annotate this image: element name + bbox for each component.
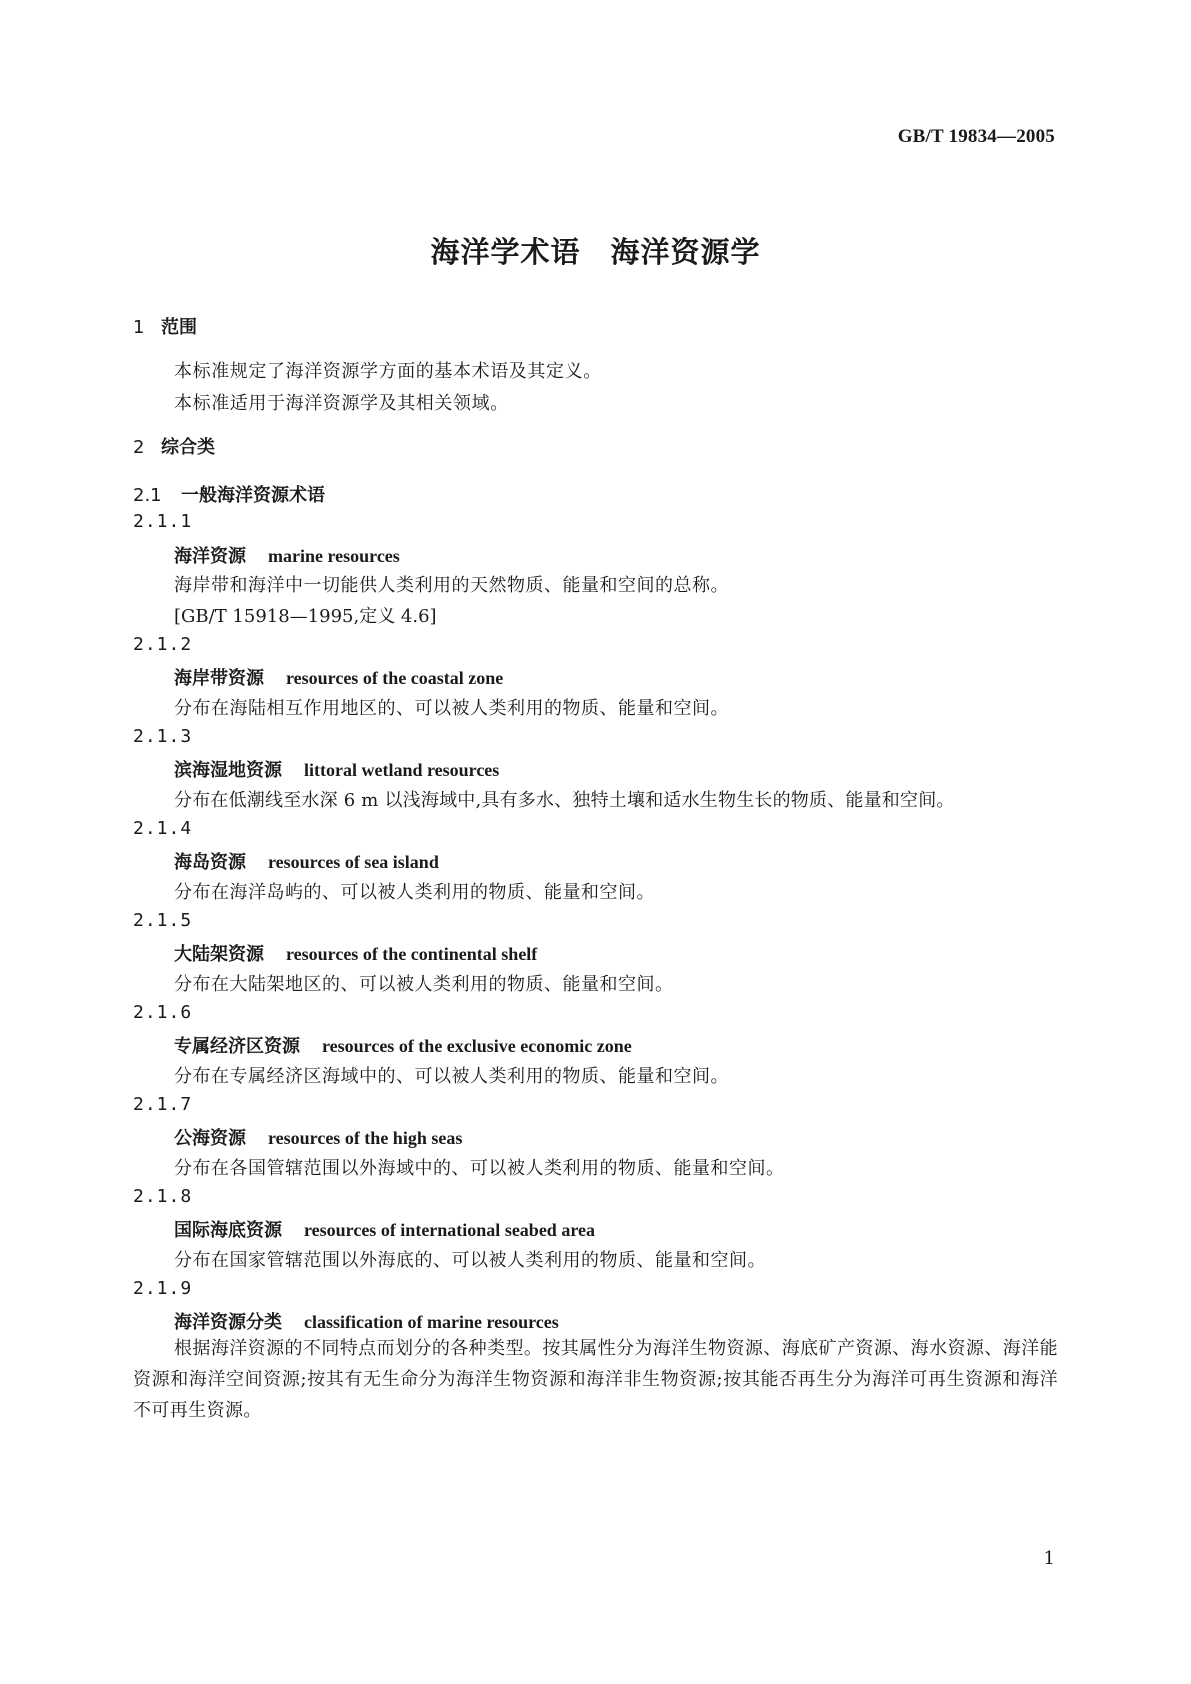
entry-definition: 分布在国家管辖范围以外海底的、可以被人类利用的物质、能量和空间。 (174, 1250, 766, 1271)
term-en: resources of the continental shelf (286, 944, 538, 964)
title-part-1: 海洋学术语 (430, 235, 581, 269)
entry-definition: 分布在大陆架地区的、可以被人类利用的物质、能量和空间。 (174, 974, 674, 995)
page-number: 1 (1043, 1548, 1055, 1569)
term-zh: 海岛资源 (174, 852, 246, 873)
term-en: resources of the exclusive economic zone (322, 1036, 632, 1056)
term-zh: 公海资源 (174, 1128, 246, 1149)
section-2-1-heading (133, 481, 325, 507)
entry-definition: 分布在海陆相互作用地区的、可以被人类利用的物质、能量和空间。 (174, 698, 729, 719)
entry-term (174, 1216, 595, 1242)
entry-number: 2.1.2 (133, 634, 193, 655)
section-2-heading (133, 433, 215, 459)
entry-term (174, 664, 503, 690)
entry-term (174, 848, 439, 874)
term-zh: 海洋资源 (174, 546, 246, 567)
entry-number: 2.1.8 (133, 1186, 193, 1207)
entry-term (174, 1032, 632, 1058)
term-en: littoral wetland resources (304, 760, 500, 780)
entry-number: 2.1.5 (133, 910, 193, 931)
term-zh: 大陆架资源 (174, 944, 264, 965)
entry-number: 2.1.4 (133, 818, 193, 839)
section-number: 2.1 (133, 485, 162, 506)
term-en: marine resources (268, 546, 400, 566)
document-title (0, 230, 1191, 271)
entry-term (174, 1124, 462, 1150)
entry-number: 2.1.1 (133, 511, 193, 532)
entry-term (174, 542, 400, 568)
term-zh: 滨海湿地资源 (174, 760, 282, 781)
term-en: resources of international seabed area (304, 1220, 595, 1240)
term-zh: 海岸带资源 (174, 668, 264, 689)
scope-paragraph-1: 本标准规定了海洋资源学方面的基本术语及其定义。 (174, 361, 602, 382)
entry-definition: 根据海洋资源的不同特点而划分的各种类型。按其属性分为海洋生物资源、海底矿产资源、海水资源、海洋能资源和海洋空间资源;按其有无生命分为海洋生物资源和海洋非生物资源;按其能否再生分为海洋可再生资源和海洋不可再生资源。 (133, 1338, 1058, 1421)
section-title: 范围 (161, 317, 197, 338)
entry-number: 2.1.9 (133, 1278, 193, 1299)
term-zh: 国际海底资源 (174, 1220, 282, 1241)
section-title: 一般海洋资源术语 (181, 485, 325, 506)
section-number: 1 (133, 317, 145, 338)
term-en: resources of the coastal zone (286, 668, 504, 688)
entry-number: 2.1.6 (133, 1002, 193, 1023)
entry-number: 2.1.7 (133, 1094, 193, 1115)
term-zh: 专属经济区资源 (174, 1036, 300, 1057)
entry-term (174, 1308, 559, 1334)
section-title: 综合类 (161, 437, 215, 458)
entry-definition: 分布在低潮线至水深 6 m 以浅海域中,具有多水、独特土壤和适水生物生长的物质、能量和空间。 (174, 790, 955, 811)
term-en: resources of the high seas (268, 1128, 463, 1148)
term-en: classification of marine resources (304, 1312, 559, 1332)
entry-definition: 分布在海洋岛屿的、可以被人类利用的物质、能量和空间。 (174, 882, 655, 903)
title-part-2: 海洋资源学 (610, 235, 761, 269)
term-en: resources of sea island (268, 852, 439, 872)
entry-reference: [GB/T 15918—1995,定义 4.6] (174, 606, 437, 627)
entry-definition: 海岸带和海洋中一切能供人类利用的天然物质、能量和空间的总称。 (174, 575, 729, 596)
entry-term (174, 940, 537, 966)
scope-paragraph-2: 本标准适用于海洋资源学及其相关领域。 (174, 393, 509, 414)
entry-number: 2.1.3 (133, 726, 193, 747)
section-number: 2 (133, 437, 145, 458)
term-zh: 海洋资源分类 (174, 1312, 282, 1333)
entry-definition: 分布在各国管辖范围以外海域中的、可以被人类利用的物质、能量和空间。 (174, 1158, 785, 1179)
entry-term (174, 756, 499, 782)
entry-definition: 分布在专属经济区海域中的、可以被人类利用的物质、能量和空间。 (174, 1066, 729, 1087)
standard-code: GB/T 19834—2005 (897, 126, 1055, 147)
section-1-heading (133, 313, 197, 339)
